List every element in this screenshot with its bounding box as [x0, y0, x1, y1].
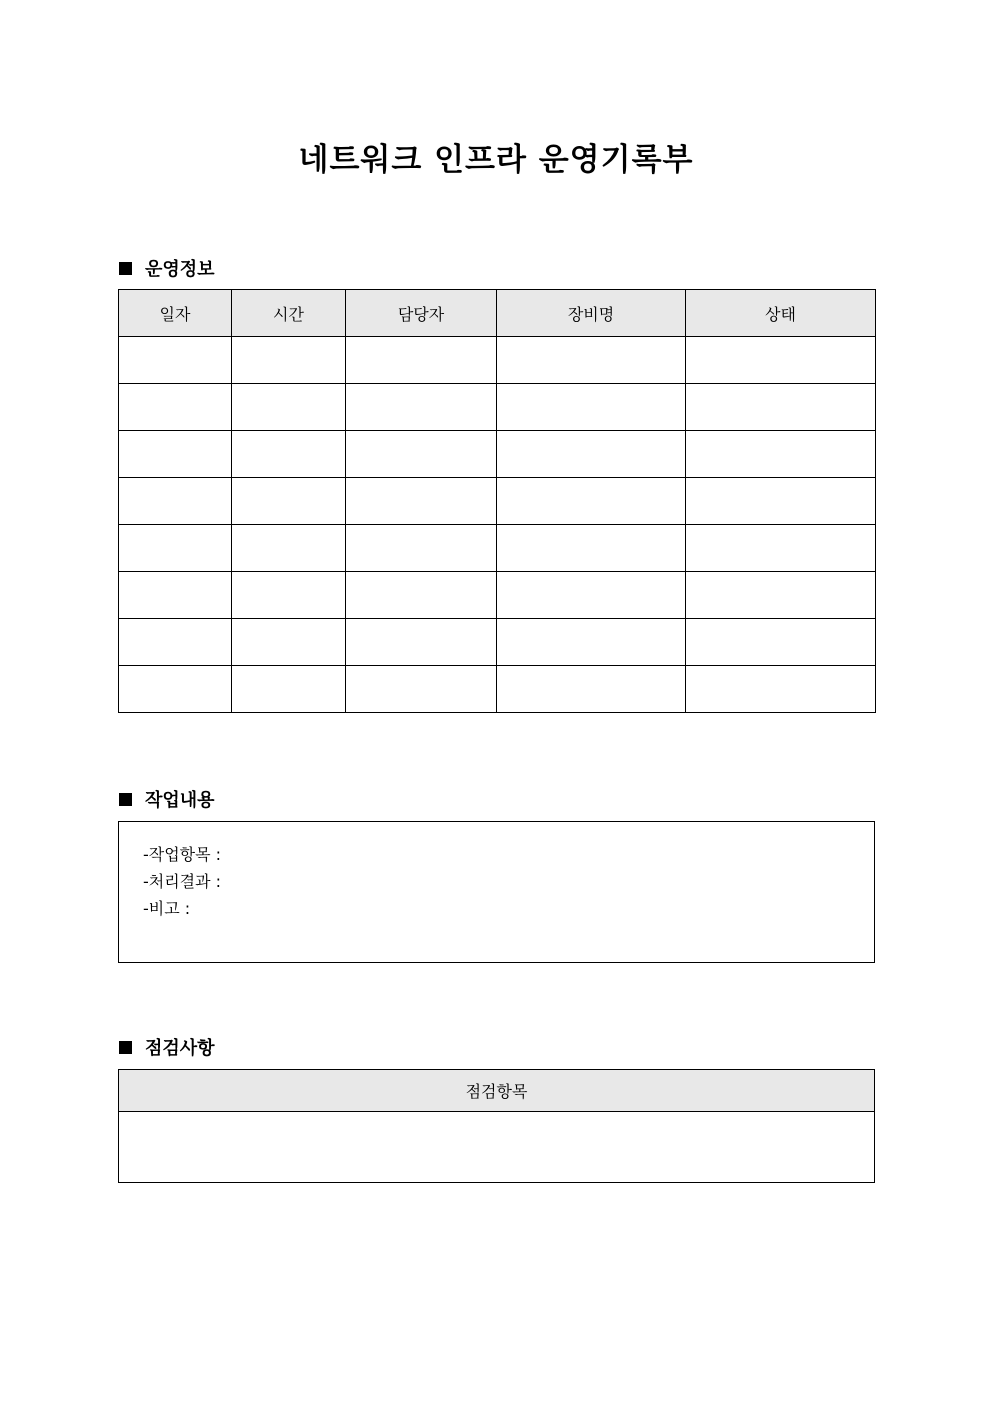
ops-info-table	[118, 289, 876, 713]
table-cell[interactable]	[232, 337, 346, 384]
column-header-manager: 담당자	[346, 290, 497, 337]
table-cell[interactable]	[497, 337, 686, 384]
table-row	[119, 525, 876, 572]
table-cell[interactable]	[686, 525, 876, 572]
table-cell[interactable]	[497, 384, 686, 431]
table-cell[interactable]	[497, 572, 686, 619]
section-heading-check	[119, 1034, 215, 1060]
table-cell[interactable]	[119, 1112, 875, 1183]
table-cell[interactable]	[119, 478, 232, 525]
table-cell[interactable]	[346, 337, 497, 384]
table-cell[interactable]	[232, 525, 346, 572]
table-cell[interactable]	[686, 619, 876, 666]
table-cell[interactable]	[119, 572, 232, 619]
table-row	[119, 1112, 875, 1183]
table-cell[interactable]	[346, 431, 497, 478]
table-cell[interactable]	[232, 384, 346, 431]
table-cell[interactable]	[497, 431, 686, 478]
table-cell[interactable]	[232, 431, 346, 478]
table-cell[interactable]	[119, 384, 232, 431]
column-header-equipment: 장비명	[497, 290, 686, 337]
table-cell[interactable]	[686, 572, 876, 619]
column-header-status: 상태	[686, 290, 876, 337]
column-header-date: 일자	[119, 290, 232, 337]
table-header-row	[119, 290, 876, 337]
table-cell[interactable]	[346, 666, 497, 713]
table-row	[119, 572, 876, 619]
page-title: 네트워크 인프라 운영기록부	[298, 142, 694, 178]
work-item-line: -작업항목 :	[143, 845, 222, 864]
table-cell[interactable]	[346, 525, 497, 572]
work-result-line: -처리결과 :	[143, 872, 222, 891]
table-cell[interactable]	[232, 572, 346, 619]
table-cell[interactable]	[119, 666, 232, 713]
table-cell[interactable]	[497, 525, 686, 572]
table-cell[interactable]	[686, 478, 876, 525]
table-cell[interactable]	[497, 478, 686, 525]
table-row	[119, 619, 876, 666]
table-cell[interactable]	[232, 666, 346, 713]
column-header-time: 시간	[232, 290, 346, 337]
table-cell[interactable]	[119, 337, 232, 384]
table-cell[interactable]	[119, 619, 232, 666]
table-row	[119, 666, 876, 713]
table-cell[interactable]	[686, 384, 876, 431]
column-header-check-item: 점검항목	[119, 1070, 875, 1112]
table-row	[119, 337, 876, 384]
section-heading-ops	[119, 255, 215, 281]
square-bullet-icon	[119, 262, 132, 275]
table-cell[interactable]	[686, 431, 876, 478]
table-cell[interactable]	[497, 619, 686, 666]
work-note-line: -비고 :	[143, 899, 191, 918]
table-row	[119, 384, 876, 431]
table-cell[interactable]	[346, 478, 497, 525]
table-cell[interactable]	[346, 572, 497, 619]
table-cell[interactable]	[346, 384, 497, 431]
check-table	[118, 1069, 875, 1183]
table-cell[interactable]	[119, 431, 232, 478]
section-heading-label: 작업내용	[145, 790, 215, 811]
table-cell[interactable]	[346, 619, 497, 666]
table-row	[119, 478, 876, 525]
table-header-row	[119, 1070, 875, 1112]
section-heading-work	[119, 786, 215, 812]
table-cell[interactable]	[119, 525, 232, 572]
table-cell[interactable]	[232, 619, 346, 666]
square-bullet-icon	[119, 1041, 132, 1054]
work-content-box[interactable]	[118, 821, 875, 963]
table-cell[interactable]	[497, 666, 686, 713]
section-heading-label: 운영정보	[145, 259, 215, 280]
table-cell[interactable]	[232, 478, 346, 525]
table-row	[119, 431, 876, 478]
table-cell[interactable]	[686, 666, 876, 713]
square-bullet-icon	[119, 793, 132, 806]
section-heading-label: 점검사항	[145, 1038, 215, 1059]
table-cell[interactable]	[686, 337, 876, 384]
